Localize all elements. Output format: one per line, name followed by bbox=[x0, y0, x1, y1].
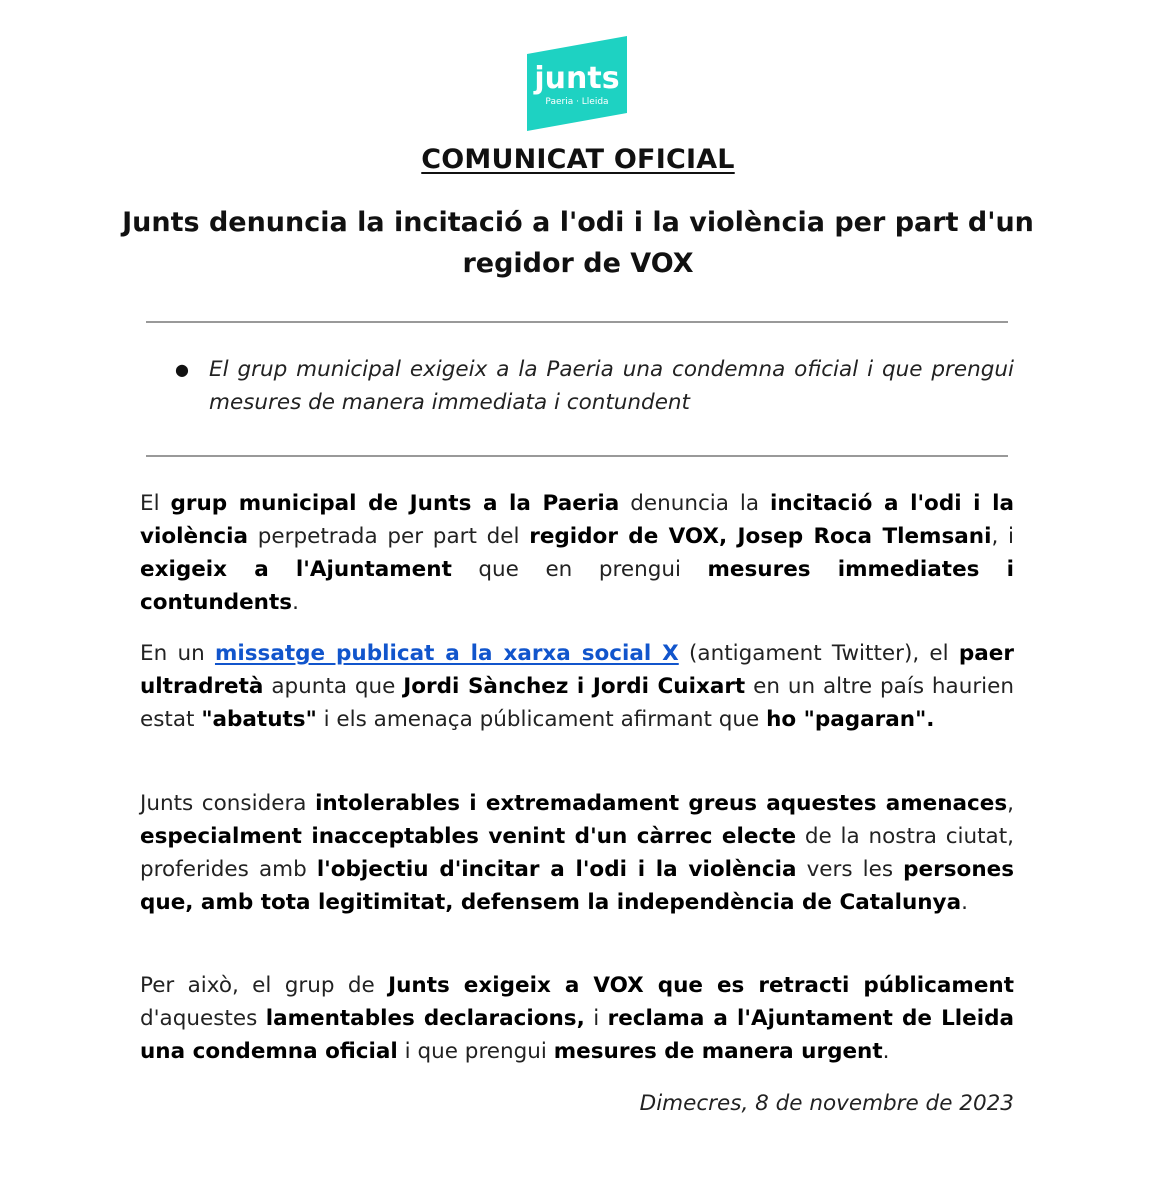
social-post-link[interactable]: missatge publicat a la xarxa social X bbox=[214, 641, 679, 666]
bold-run: persones que, amb tota legitimitat, defensem la independència de Catalunya bbox=[140, 857, 1014, 915]
text-run: . bbox=[292, 590, 299, 615]
document-title: Junts denuncia la incitació a l'odi i la violència per part d'un regidor de VOX bbox=[122, 207, 1034, 279]
text-run: , i bbox=[991, 524, 1014, 549]
text-run: denuncia la bbox=[619, 491, 770, 516]
text-run: de la nostra ciutat, proferides amb bbox=[140, 824, 1014, 882]
bold-run: exigeix a l'Ajuntament bbox=[140, 557, 452, 582]
summary-bullet: El grup municipal exigeix a la Paeria una condemna oficial i que prengui mesures de manera immediata i contundent bbox=[209, 357, 1014, 415]
text-run: i bbox=[584, 1006, 608, 1031]
text-run: en un altre país haurien estat bbox=[140, 674, 1015, 732]
text-run: perpetrada per part del bbox=[248, 524, 530, 549]
text-run: , bbox=[1007, 791, 1014, 816]
text-run: Junts considera bbox=[140, 791, 316, 816]
bullet-icon: ● bbox=[175, 360, 189, 379]
bold-run: grup municipal de Junts a la Paeria bbox=[170, 491, 620, 516]
text-run: i que prengui bbox=[397, 1039, 554, 1064]
text-run: apunta que bbox=[263, 674, 404, 699]
bold-run: reclama a l'Ajuntament de Lleida una condemna oficial bbox=[140, 1006, 1014, 1064]
text-run: (antigament Twitter), el bbox=[678, 641, 959, 666]
bold-run: Junts exigeix a VOX que es retracti públicament bbox=[388, 973, 1014, 998]
divider-bottom bbox=[146, 455, 1008, 457]
paragraph-2 bbox=[140, 637, 1014, 736]
bold-run: lamentables declaracions, bbox=[265, 1006, 585, 1031]
text-run: vers les bbox=[796, 857, 904, 882]
bold-run: l'objectiu d'incitar a l'odi i la violència bbox=[316, 857, 797, 882]
document-heading: COMUNICAT OFICIAL bbox=[421, 144, 735, 175]
paragraph-4 bbox=[140, 969, 1014, 1068]
text-run: Per això, el grup de bbox=[140, 973, 389, 998]
bold-run: intolerables i extremadament greus aquestes amenaces bbox=[315, 791, 1008, 816]
text-run: El bbox=[140, 491, 171, 516]
logo-graphic bbox=[527, 36, 627, 131]
junts-logo bbox=[527, 36, 627, 131]
bold-run: Jordi Sànchez i Jordi Cuixart bbox=[403, 674, 746, 699]
bold-run: mesures immediates i contundents bbox=[140, 557, 1015, 615]
bold-run: especialment inacceptables venint d'un càrrec electe bbox=[140, 824, 797, 849]
paragraph-3 bbox=[140, 787, 1014, 919]
text-run: que en prengui bbox=[451, 557, 708, 582]
text-run: . bbox=[961, 890, 968, 915]
text-run: . bbox=[882, 1039, 890, 1064]
logo-wordmark: junts bbox=[534, 61, 620, 96]
text-run: d'aquestes bbox=[140, 1006, 266, 1031]
paragraph-1 bbox=[140, 487, 1014, 619]
divider-top bbox=[146, 321, 1008, 323]
logo-subtitle: Paeria · Lleida bbox=[545, 97, 609, 107]
text-run: i els amenaça públicament afirmant que bbox=[316, 707, 767, 732]
document-date: Dimecres, 8 de novembre de 2023 bbox=[639, 1091, 1014, 1116]
bold-run: regidor de VOX, Josep Roca Tlemsani bbox=[529, 524, 992, 549]
bold-run: "abatuts" bbox=[201, 707, 317, 732]
bold-run: ho "pagaran". bbox=[766, 707, 935, 732]
text-run: En un bbox=[140, 641, 215, 666]
bold-run: paer ultradretà bbox=[140, 641, 1014, 699]
bold-run: mesures de manera urgent bbox=[553, 1039, 883, 1064]
bold-run: incitació a l'odi i la violència bbox=[140, 491, 1015, 549]
